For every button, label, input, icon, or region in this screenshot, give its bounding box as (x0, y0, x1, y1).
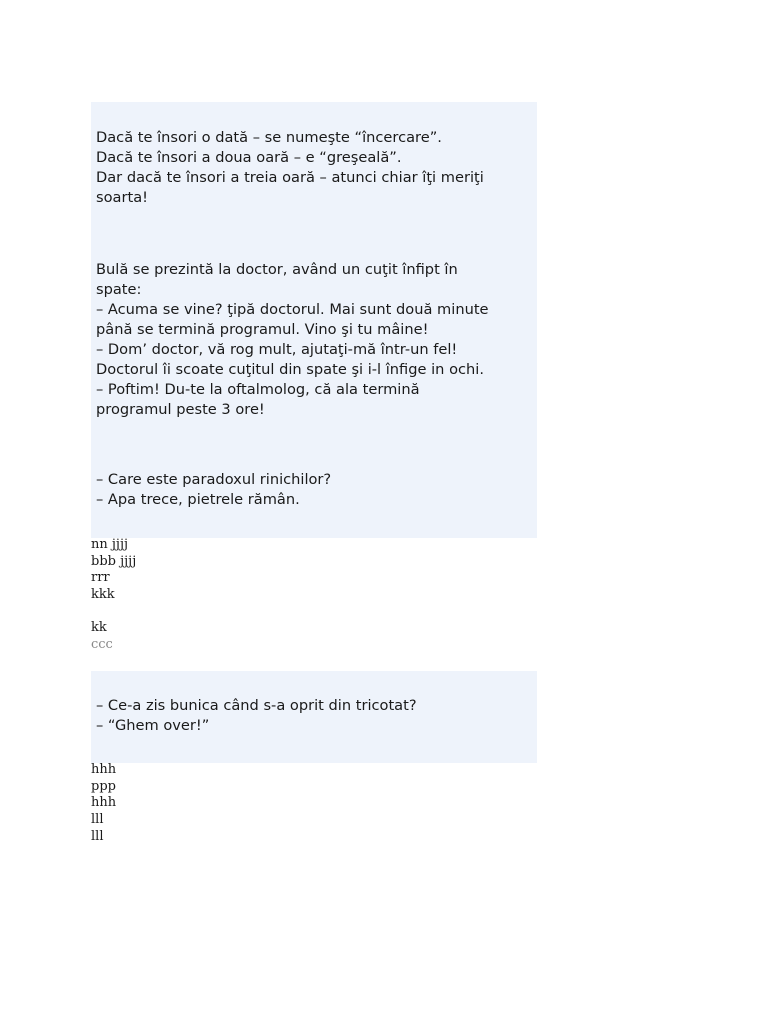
text-line: – Ce-a zis bunica când s-a oprit din tricotat? (96, 697, 417, 714)
text-line: Doctorul îi scoate cuţitul din spate şi i-l înfige in ochi. (96, 361, 484, 378)
note-line: nn jjjj (91, 537, 129, 552)
text-line: – Acuma se vine? ţipă doctorul. Mai sunt două minute (96, 301, 489, 318)
text-line: soarta! (96, 189, 148, 206)
text-line: programul peste 3 ore! (96, 401, 265, 418)
text-line: – “Ghem over!” (96, 717, 210, 734)
text-line: Bulă se prezintă la doctor, având un cuţit înfipt în (96, 261, 458, 278)
joke-paragraph-doctor (96, 260, 531, 420)
note-line: lll (91, 828, 104, 844)
note-line: rrr (91, 570, 110, 586)
text-line: Dar dacă te însori a treia oară – atunci chiar îţi meriţi (96, 169, 484, 186)
text-line: Dacă te însori a doua oară – e “greşeală”. (96, 149, 402, 166)
notes-group (91, 762, 116, 846)
text-line: – Dom’ doctor, vă rog mult, ajutaţi-mă într-un fel! (96, 341, 458, 358)
notes-group (91, 537, 136, 604)
text-panel-grandma-joke (91, 671, 537, 763)
text-panel-jokes (91, 102, 537, 538)
note-line: kkk (91, 587, 115, 603)
text-line: până se termină programul. Vino şi tu mâine! (96, 321, 429, 338)
note-line: ccc (91, 636, 113, 652)
joke-paragraph-grandma (96, 696, 531, 736)
note-line: ppp (91, 778, 116, 794)
joke-paragraph-kidneys (96, 470, 531, 510)
notes-group (91, 620, 113, 653)
text-line: spate: (96, 281, 142, 298)
note-line: kk (91, 620, 107, 635)
note-line: hhh (91, 795, 117, 811)
note-line: hhh (91, 762, 117, 777)
joke-paragraph-marriage (96, 128, 531, 208)
note-line: bbb jjjj (91, 553, 137, 569)
text-line: – Apa trece, pietrele rămân. (96, 491, 300, 508)
text-line: – Poftim! Du-te la oftalmolog, că ala termină (96, 381, 420, 398)
text-line: Dacă te însori o dată – se numeşte “încercare”. (96, 129, 442, 146)
text-line: – Care este paradoxul rinichilor? (96, 471, 332, 488)
note-line: lll (91, 812, 104, 828)
